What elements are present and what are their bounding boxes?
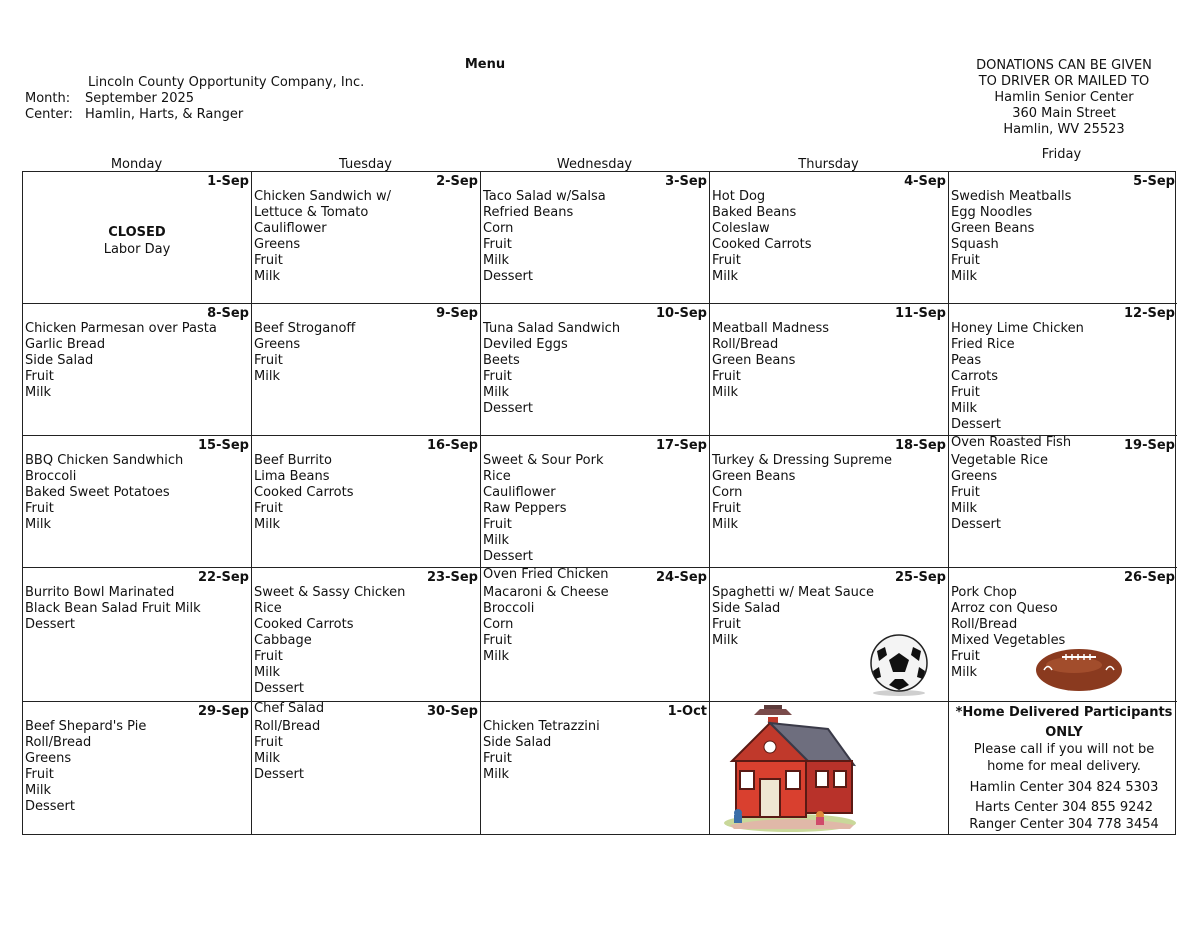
day-cell	[710, 304, 949, 436]
day-cell	[949, 172, 1177, 304]
date-label: 19-Sep	[1124, 438, 1175, 453]
date-label: 5-Sep	[1133, 174, 1175, 189]
day-cell	[252, 568, 481, 702]
menu-item: Spaghetti w/ Meat Sauce	[712, 585, 875, 600]
menu-item: Milk	[25, 783, 51, 798]
menu-item: Peas	[951, 353, 982, 368]
note-title: *Home Delivered Participants	[955, 705, 1173, 720]
menu-item: Green Beans	[951, 221, 1035, 236]
menu-item: Side Salad	[483, 735, 552, 750]
month-label: Month:	[25, 91, 71, 106]
menu-item: Coleslaw	[712, 221, 770, 236]
menu-item: Milk	[25, 517, 51, 532]
menu-item: Fruit	[25, 501, 54, 516]
day-cell	[710, 172, 949, 304]
month-value: September 2025	[85, 91, 195, 106]
menu-item: Fruit	[254, 649, 283, 664]
menu-item: Honey Lime Chicken	[951, 321, 1084, 336]
menu-item: Beets	[483, 353, 520, 368]
date-label: 23-Sep	[427, 570, 478, 585]
menu-item: Chicken Parmesan over Pasta	[25, 321, 217, 336]
menu-item: Dessert	[951, 417, 1001, 432]
day-cell	[481, 702, 710, 834]
date-label: 4-Sep	[904, 174, 946, 189]
menu-item: Fruit	[951, 485, 980, 500]
menu-item: Fruit	[254, 735, 283, 750]
menu-item: Milk	[483, 385, 509, 400]
day-cell	[481, 172, 710, 304]
menu-item: Rice	[483, 469, 511, 484]
menu-item: Refried Beans	[483, 205, 574, 220]
date-label: 2-Sep	[436, 174, 478, 189]
menu-items	[712, 321, 948, 401]
menu-item: Baked Sweet Potatoes	[25, 485, 170, 500]
date-label: 18-Sep	[895, 438, 946, 453]
menu-item: Burrito Bowl Marinated	[25, 585, 175, 600]
menu-item: Fruit	[951, 385, 980, 400]
menu-item: Dessert	[25, 617, 75, 632]
menu-item: Milk	[254, 369, 280, 384]
menu-items	[712, 189, 948, 285]
menu-item: Deviled Eggs	[483, 337, 568, 352]
menu-item: Roll/Bread	[25, 735, 92, 750]
menu-items	[483, 719, 709, 783]
center-label: Center:	[25, 107, 73, 122]
menu-item: Sweet & Sassy Chicken	[254, 585, 406, 600]
phone-ranger: Ranger Center 304 778 3454	[969, 817, 1159, 832]
menu-item: Chef Salad	[254, 701, 325, 716]
menu-title: Menu	[464, 57, 506, 72]
menu-item: Milk	[254, 751, 280, 766]
menu-item: Cooked Carrots	[712, 237, 812, 252]
note-text: Please call if you will not be home for meal delivery.	[973, 742, 1155, 774]
date-label: 30-Sep	[427, 704, 478, 719]
menu-item: Fruit	[254, 253, 283, 268]
menu-item: Milk	[951, 501, 977, 516]
schoolhouse-icon	[720, 705, 860, 833]
menu-item: Broccoli	[25, 469, 77, 484]
day-cell	[710, 436, 949, 568]
menu-item: Fruit	[712, 253, 741, 268]
delivery-note	[951, 702, 1177, 833]
menu-items	[254, 585, 480, 697]
menu-item: Squash	[951, 237, 999, 252]
menu-item: Dessert	[483, 549, 533, 564]
menu-item: Fried Rice	[951, 337, 1015, 352]
menu-item: Cauliflower	[254, 221, 327, 236]
donations-line: DONATIONS CAN BE GIVEN	[976, 58, 1152, 73]
menu-item: Fruit	[254, 353, 283, 368]
menu-item: Sweet & Sour Pork	[483, 453, 604, 468]
date-label: 22-Sep	[198, 570, 249, 585]
menu-item: Dessert	[25, 799, 75, 814]
menu-item: Beef Stroganoff	[254, 321, 356, 336]
menu-item: Cooked Carrots	[254, 617, 354, 632]
date-label: 29-Sep	[198, 704, 249, 719]
donations-line: Hamlin, WV 25523	[1003, 122, 1125, 137]
date-label: 17-Sep	[656, 438, 707, 453]
menu-items	[254, 453, 480, 533]
menu-item: BBQ Chicken Sandwhich	[25, 453, 184, 468]
date-label: 25-Sep	[895, 570, 946, 585]
menu-items	[25, 321, 251, 401]
day-header-monday: Monday	[110, 157, 163, 172]
menu-items	[25, 719, 251, 815]
closed-label: CLOSED	[108, 225, 166, 240]
date-label: 8-Sep	[207, 306, 249, 321]
day-cell	[252, 436, 481, 568]
menu-item: Dessert	[483, 269, 533, 284]
menu-item: Milk	[712, 633, 738, 648]
menu-item: Hot Dog	[712, 189, 766, 204]
menu-item: Milk	[254, 517, 280, 532]
menu-item: Rice	[254, 601, 282, 616]
donations-line: Hamlin Senior Center	[994, 90, 1134, 105]
day-cell	[23, 304, 252, 436]
menu-item: Vegetable Rice	[951, 453, 1048, 468]
date-label: 24-Sep	[656, 570, 707, 585]
menu-item: Fruit	[483, 517, 512, 532]
menu-item: Corn	[712, 485, 743, 500]
menu-item: Milk	[254, 665, 280, 680]
day-cell	[481, 436, 710, 568]
donations-line: TO DRIVER OR MAILED TO	[978, 74, 1150, 89]
menu-item: Egg Noodles	[951, 205, 1033, 220]
day-cell	[23, 568, 252, 702]
menu-items	[951, 189, 1177, 285]
holiday-label: Labor Day	[103, 242, 171, 257]
menu-item: Baked Beans	[712, 205, 797, 220]
menu-item: Broccoli	[483, 601, 535, 616]
menu-items	[483, 453, 709, 565]
menu-item: Dessert	[254, 767, 304, 782]
menu-item: Milk	[951, 401, 977, 416]
date-label: 26-Sep	[1124, 570, 1175, 585]
menu-item: Lettuce & Tomato	[254, 205, 369, 220]
menu-item: Fruit	[483, 633, 512, 648]
menu-item: Macaroni & Cheese	[483, 585, 609, 600]
phone-hamlin: Hamlin Center 304 824 5303	[969, 780, 1159, 795]
menu-item: Milk	[712, 385, 738, 400]
menu-item: Side Salad	[712, 601, 781, 616]
date-label: 11-Sep	[895, 306, 946, 321]
day-cell	[252, 172, 481, 304]
menu-item: Milk	[951, 269, 977, 284]
day-cell	[481, 304, 710, 436]
menu-item: Turkey & Dressing Supreme	[712, 453, 893, 468]
menu-item: Garlic Bread	[25, 337, 106, 352]
menu-item: Dessert	[483, 401, 533, 416]
day-cell	[23, 436, 252, 568]
menu-item: Cooked Carrots	[254, 485, 354, 500]
menu-item: Roll/Bread	[951, 617, 1018, 632]
menu-item: Cauliflower	[483, 485, 556, 500]
menu-item: Beef Burrito	[254, 453, 332, 468]
date-label: 15-Sep	[198, 438, 249, 453]
day-header-tuesday: Tuesday	[339, 157, 392, 172]
menu-item: Greens	[254, 237, 301, 252]
menu-item: Black Bean Salad Fruit Milk	[25, 601, 201, 616]
menu-item: Chicken Tetrazzini	[483, 719, 600, 734]
date-label: 1-Sep	[207, 174, 249, 189]
date-label: 3-Sep	[665, 174, 707, 189]
day-cell	[23, 702, 252, 834]
menu-item: Greens	[951, 469, 998, 484]
menu-item: Milk	[483, 533, 509, 548]
menu-item: Greens	[254, 337, 301, 352]
menu-item: Oven Fried Chicken	[483, 567, 609, 582]
phone-harts: Harts Center 304 855 9242	[975, 800, 1153, 815]
delivery-note-cell	[949, 702, 1177, 834]
menu-item: Tuna Salad Sandwich	[483, 321, 621, 336]
menu-item: Milk	[483, 253, 509, 268]
menu-items	[25, 585, 251, 633]
day-cell	[23, 172, 252, 304]
menu-item: Milk	[25, 385, 51, 400]
date-label: 10-Sep	[656, 306, 707, 321]
date-label: 1-Oct	[667, 704, 707, 719]
menu-item: Beef Shepard's Pie	[25, 719, 147, 734]
note-only: ONLY	[1045, 725, 1083, 740]
menu-item: Arroz con Queso	[951, 601, 1058, 616]
menu-items	[483, 189, 709, 285]
menu-item: Taco Salad w/Salsa	[483, 189, 606, 204]
menu-item: Milk	[483, 649, 509, 664]
menu-item: Milk	[951, 665, 977, 680]
day-cell	[252, 304, 481, 436]
day-cell	[949, 436, 1177, 568]
menu-item: Lima Beans	[254, 469, 330, 484]
donations-line: 360 Main Street	[1012, 106, 1116, 121]
menu-item: Milk	[712, 269, 738, 284]
month-row	[25, 91, 194, 106]
menu-calendar	[22, 171, 1176, 835]
menu-item: Fruit	[712, 501, 741, 516]
day-cell	[252, 702, 481, 834]
menu-item: Chicken Sandwich w/	[254, 189, 391, 204]
menu-items	[254, 321, 480, 385]
menu-items	[951, 321, 1177, 433]
menu-items	[712, 453, 948, 533]
center-value: Hamlin, Harts, & Ranger	[85, 107, 244, 122]
menu-item: Dessert	[254, 681, 304, 696]
menu-item: Green Beans	[712, 353, 796, 368]
day-header-friday: Friday	[1041, 147, 1082, 162]
menu-item: Oven Roasted Fish	[951, 435, 1072, 450]
menu-item: Milk	[483, 767, 509, 782]
menu-item: Cabbage	[254, 633, 312, 648]
soccer-ball-icon	[865, 633, 933, 697]
menu-item: Corn	[483, 221, 514, 236]
menu-item: Milk	[254, 269, 280, 284]
menu-item: Fruit	[483, 751, 512, 766]
day-cell	[949, 304, 1177, 436]
menu-item: Dessert	[951, 517, 1001, 532]
menu-item: Fruit	[712, 617, 741, 632]
menu-item: Mixed Vegetables	[951, 633, 1066, 648]
menu-item: Fruit	[712, 369, 741, 384]
menu-item: Roll/Bread	[254, 719, 321, 734]
date-label: 12-Sep	[1124, 306, 1175, 321]
menu-item: Pork Chop	[951, 585, 1017, 600]
day-header-wednesday: Wednesday	[556, 157, 633, 172]
menu-item: Fruit	[25, 767, 54, 782]
menu-item: Fruit	[951, 253, 980, 268]
menu-item: Greens	[25, 751, 72, 766]
menu-item: Roll/Bread	[712, 337, 779, 352]
menu-items	[254, 189, 480, 285]
menu-item: Meatball Madness	[712, 321, 830, 336]
menu-item: Fruit	[951, 649, 980, 664]
menu-items	[483, 321, 709, 417]
menu-item: Side Salad	[25, 353, 94, 368]
day-cell	[481, 568, 710, 702]
menu-items	[25, 453, 251, 533]
menu-item: Fruit	[25, 369, 54, 384]
menu-item: Swedish Meatballs	[951, 189, 1072, 204]
menu-item: Corn	[483, 617, 514, 632]
donations-info	[944, 58, 1184, 138]
day-header-thursday: Thursday	[798, 157, 859, 172]
football-icon	[1034, 645, 1124, 695]
date-label: 9-Sep	[436, 306, 478, 321]
menu-item: Fruit	[483, 237, 512, 252]
center-row	[25, 107, 243, 122]
organization-name: Lincoln County Opportunity Company, Inc.	[88, 75, 365, 90]
menu-item: Milk	[712, 517, 738, 532]
menu-item: Raw Peppers	[483, 501, 567, 516]
menu-item: Fruit	[483, 369, 512, 384]
date-label: 16-Sep	[427, 438, 478, 453]
menu-item: Fruit	[254, 501, 283, 516]
menu-item: Green Beans	[712, 469, 796, 484]
closed-notice	[23, 224, 251, 258]
menu-item: Carrots	[951, 369, 999, 384]
